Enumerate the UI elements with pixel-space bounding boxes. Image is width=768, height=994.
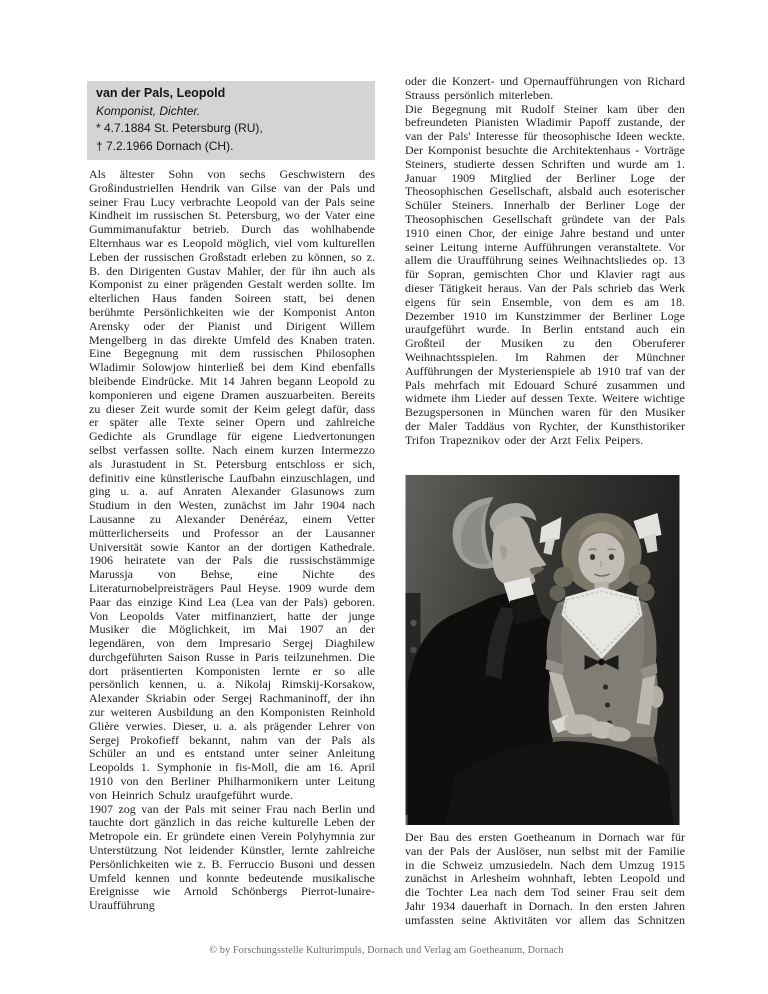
copyright-footer — [88, 945, 685, 956]
portrait-photo-image — [405, 475, 680, 825]
person-death-date: † 7.2.1966 Dornach (CH). — [96, 138, 234, 153]
biography-paragraph-4: Die Begegnung mit Rudolf Steiner kam über den befreundeten Pianisten Wladimir Papoff zustande, der van der Pals' Interesse für theosophische Ideen weckte. Der Komponist besuchte die Architektenhaus - Vorträge Steiners, studierte dessen Schriften und wurde am 1. Januar 1909 Mitglied der Berliner Loge der Theosophischen Gesellschaft, alsbald auch esoterischer Schüler Steiners. Innerhalb der Berliner Loge der Theosophischen Gesellschaft gründete van der Pals 1910 einen Chor, der einige Jahre bestand und unter seiner Leitung interne Aufführungen veranstaltete. Vor allem die Uraufführung seines Weihnachtsliedes op. 13 für Sopran, gemischten Chor und Klavier ragt aus dieser Tätigkeit heraus. Van der Pals schrieb das Werk eigens für sein Ensemble, von dem es am 18. Dezember 1910 im Kunstzimmer der Berliner Loge uraufgeführt wurde. In Berlin entstand auch ein Großteil der Musiken zu den Oberuferer Weihnachtsspielen. Im Rahmen der Münchner Aufführungen der Mysterienspiele ab 1910 traf van der Pals mehrfach mit Edouard Schuré zusammen und widmete ihm Lieder auf dessen Texte. Weitere wichtige Bezugspersonen in München waren für den Musiker der Maler Taddäus von Rychter, der Kunsthistoriker Trifon Trapeznikov oder der Arzt Felix Peipers. — [405, 101, 685, 447]
photo-caption-column — [405, 831, 685, 933]
left-text-column — [89, 168, 375, 943]
portrait-photo — [405, 475, 680, 825]
biography-paragraph-5: Der Bau des ersten Goetheanum in Dornach war für van der Pals der Auslöser, nun selbst mit der Familie in die Schweiz umzusiedeln. Nach dem Umzug 1915 zunächst in Arlesheim wohnhaft, lebten Leopold und die Tochter Lea nach dem Tod seiner Frau seit dem Jahr 1934 dauerhaft in Dornach. In den ersten Jahren umfassten seine Aktivitäten vor allem das Schnitzen — [405, 831, 685, 927]
person-infobox — [87, 81, 375, 160]
person-name: van der Pals, Leopold — [96, 86, 226, 100]
copyright-text: © by Forschungsstelle Kulturimpuls, Dornach und Verlag am Goetheanum, Dornach — [209, 945, 564, 956]
biography-paragraph-1: Als ältester Sohn von sechs Geschwistern des Großindustriellen Hendrik van Gilse van der Pals und seiner Frau Lucy verbrachte Leopold van der Pals seine Kindheit im russischen St. Petersburg, wo der Vater eine Gummimanufaktur betrieb. Durch das wohlhabende Elternhaus war es Leopold möglich, viel vom kulturellen Leben der russischen Großstadt erleben zu können, so z. B. den Dirigenten Gustav Mahler, der für ihn auch als Komponist zu einer prägenden Gestalt werden sollte. Im elterlichen Haus fanden Soireen statt, bei denen berühmte Persönlichkeiten wie der Komponist Anton Arensky oder der Pianist und Dirigent Willem Mengelberg in das direkte Umfeld des Knaben traten. Eine Begegnung mit dem russischen Philosophen Wladimir Solowjow hinterließ bei dem Kind ebenfalls bleibende Eindrücke. Mit 14 Jahren begann Leopold zu komponieren und eigene Dramen auszuarbeiten. Bereits zu dieser Zeit wurde somit der Keim gelegt dafür, dass er später alle Texte seiner Opern und zahlreiche Gedichte als Grundlage für eigene Liedvertonungen selbst verfassen sollte. Nach einem kurzen Intermezzo als Jurastudent in St. Petersburg entschloss er sich, definitiv eine künstlerische Laufbahn einzuschlagen, und ging u. a. auf Anraten Alexander Glasunows zum Studium in den Westen, zunächst im Jahr 1904 nach Lausanne zu Alexander Denéréaz, einem Vetter mütterlicherseits und Professor an der Lausanner Universität sowie Kantor an der dortigen Kathedrale. 1906 heiratete van der Pals die russischstämmige Marussja von Behse, eine Nichte des Literaturnobelpreisträgers Paul Heyse. 1909 wurde dem Paar das einzige Kind Lea (Lea van der Pals) geboren. Von Leopolds Vater mitfinanziert, hatte der junge Musiker die Möglichkeit, im Mai 1907 an der legendären, von dem Impresario Sergej Diaghilew durchgeführten Saison Russe in Paris teilzunehmen. Die dort präsentierten Komponisten lernte er so alle persönlich kennen, u. a. Nikolaj Rimskij-Korsakow, Alexander Skriabin oder Sergej Rachmaninoff, der ihn zur weiteren Ausbildung an den Komponisten Reinhold Glière verwies. Dieser, u. a. als prägender Lehrer von Sergej Prokofieff bekannt, nahm van der Pals als Schüler an und es entstand unter seiner Anleitung Leopolds 1. Symphonie in fis-Moll, die am 16. April 1910 von den Berliner Philharmonikern unter Leitung von Heinrich Schulz uraufgeführt wurde. — [89, 168, 375, 802]
biography-paragraph-2: 1907 zog van der Pals mit seiner Frau nach Berlin und tauchte dort gänzlich in das reiche kulturelle Leben der Metropole ein. Er gründete einen Verein Polyhymnia zur Unterstützung Not leidender Künstler, lernte zahlreiche Persönlichkeiten wie z. B. Ferruccio Busoni und dessen Umfeld kennen und konnte bedeutende musikalische Ereignisse wie Arnold Schönbergs Pierrot-lunaire-Uraufführung — [89, 801, 375, 913]
girl-face — [579, 533, 625, 585]
right-text-column — [405, 75, 685, 475]
person-birth-date: * 4.7.1884 St. Petersburg (RU), — [96, 121, 263, 135]
biography-paragraph-3: oder die Konzert- und Opernaufführungen von Richard Strauss persönlich miterleben. — [405, 75, 685, 102]
person-role: Komponist, Dichter. — [96, 103, 201, 118]
